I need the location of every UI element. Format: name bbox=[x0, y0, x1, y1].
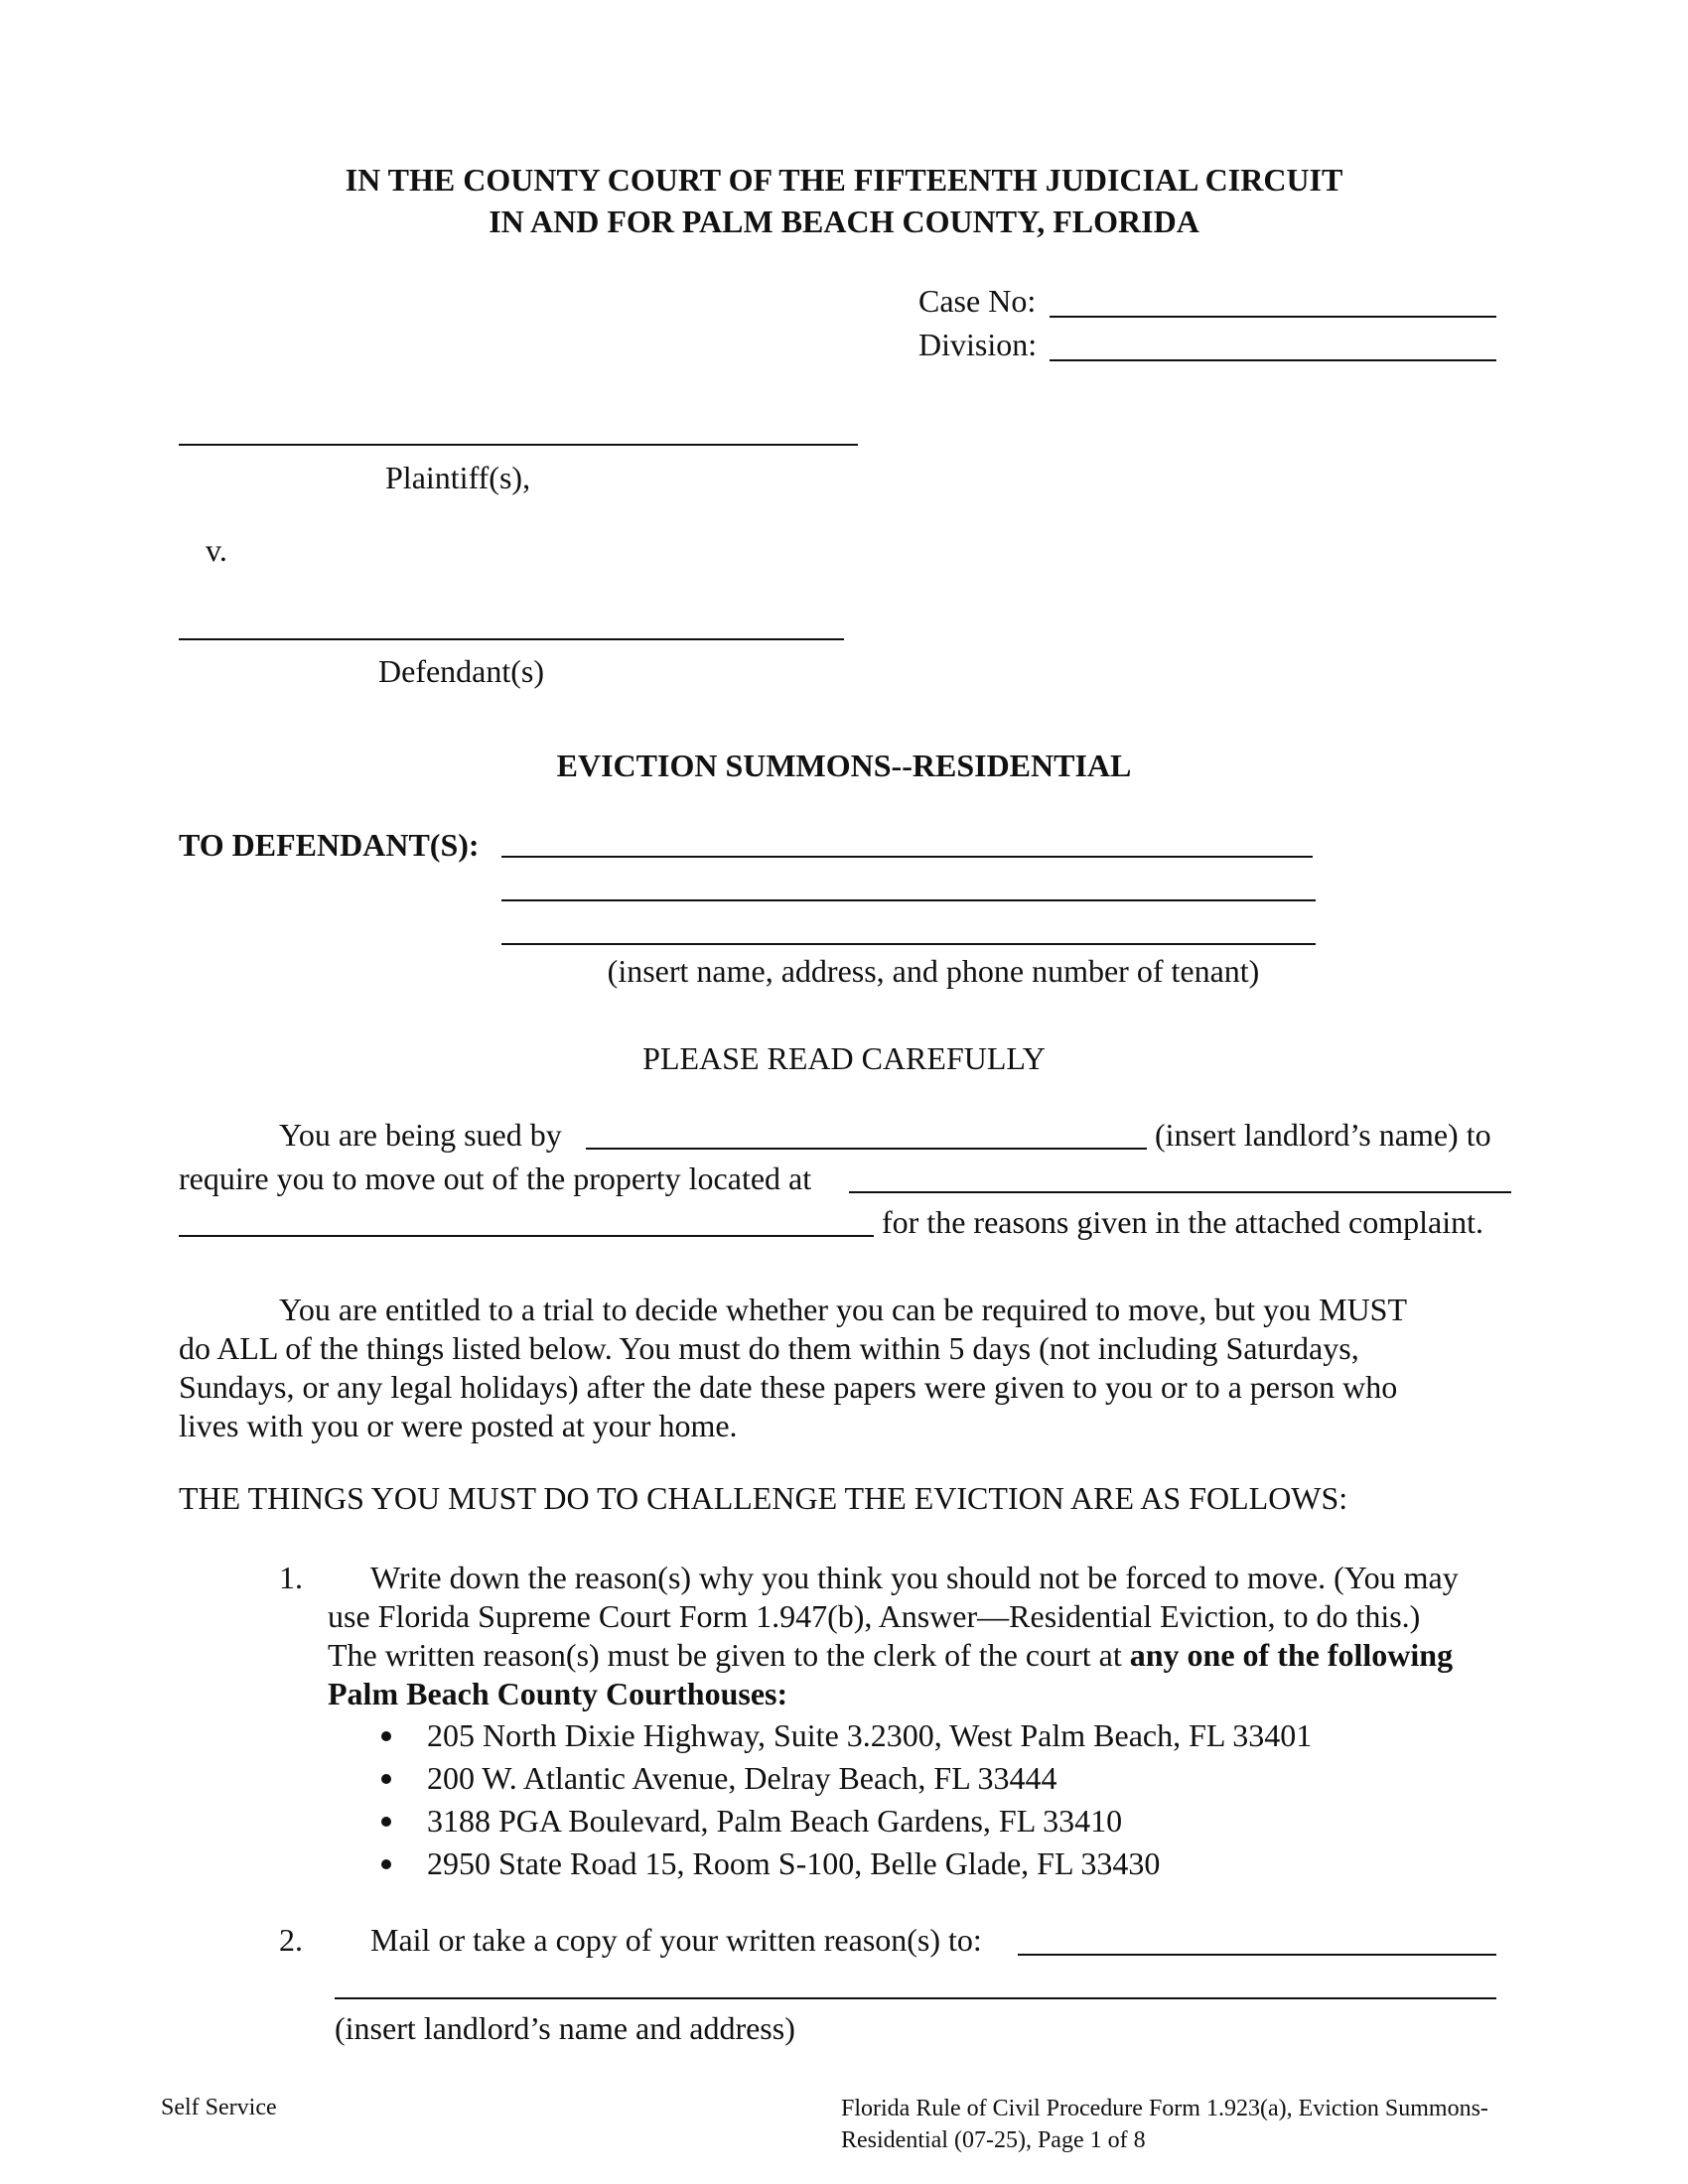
landlord-name-field[interactable] bbox=[586, 1148, 1147, 1150]
item-1-line-3 bbox=[328, 1636, 1453, 1674]
defendant-field[interactable] bbox=[179, 638, 844, 640]
item-1-line-3-bold: any one of the following bbox=[1129, 1637, 1454, 1673]
bullet-icon bbox=[381, 1817, 391, 1827]
plaintiff-label: Plaintiff(s), bbox=[385, 460, 531, 495]
courthouse-3: 3188 PGA Boulevard, Palm Beach Gardens, FL 33410 bbox=[427, 1803, 1123, 1839]
entitled-line-2: do ALL of the things listed below. You must do them within 5 days (not including Saturdays, bbox=[179, 1330, 1359, 1366]
footer-left: Self Service bbox=[161, 2095, 277, 2120]
case-no-field[interactable] bbox=[1050, 316, 1496, 318]
court-header-line2: IN AND FOR PALM BEACH COUNTY, FLORIDA bbox=[489, 204, 1199, 239]
things-heading: THE THINGS YOU MUST DO TO CHALLENGE THE EVICTION ARE AS FOLLOWS: bbox=[179, 1480, 1348, 1516]
division-field[interactable] bbox=[1050, 359, 1496, 361]
tenant-info-field-1[interactable] bbox=[501, 856, 1313, 858]
footer-right-line-2: Residential (07-25), Page 1 of 8 bbox=[841, 2127, 1146, 2153]
division-label: Division: bbox=[918, 327, 1038, 362]
property-address-field-1[interactable] bbox=[849, 1191, 1511, 1193]
defendant-label: Defendant(s) bbox=[378, 653, 545, 689]
item-1-line-1: Write down the reason(s) why you think you should not be forced to move. (You may bbox=[370, 1560, 1459, 1595]
case-no-label: Case No: bbox=[918, 283, 1037, 319]
entitled-line-3: Sundays, or any legal holidays) after the date these papers were given to you or to a person who bbox=[179, 1369, 1398, 1405]
entitled-line-4: lives with you or were posted at your home. bbox=[179, 1408, 738, 1443]
tenant-info-field-3[interactable] bbox=[501, 943, 1316, 945]
tenant-info-field-2[interactable] bbox=[501, 899, 1316, 901]
plaintiff-field[interactable] bbox=[179, 444, 858, 446]
footer-right-line-1: Florida Rule of Civil Procedure Form 1.923(a), Eviction Summons- bbox=[841, 2096, 1488, 2121]
sued-by-text: You are being sued by bbox=[279, 1117, 562, 1153]
property-located-text: require you to move out of the property located at bbox=[179, 1160, 812, 1196]
landlord-address-instruction: (insert landlord’s name and address) bbox=[335, 2010, 795, 2046]
to-defendant-label: TO DEFENDANT(S): bbox=[179, 827, 480, 863]
landlord-address-field-1[interactable] bbox=[1018, 1954, 1496, 1956]
bullet-icon bbox=[381, 1774, 391, 1784]
bullet-icon bbox=[381, 1859, 391, 1869]
entitled-line-1: You are entitled to a trial to decide whether you can be required to move, but you MUST bbox=[279, 1292, 1408, 1327]
courthouse-4: 2950 State Road 15, Room S-100, Belle Glade, FL 33430 bbox=[427, 1845, 1161, 1881]
item-1-number: 1. bbox=[279, 1560, 303, 1595]
versus-label: v. bbox=[206, 532, 227, 568]
item-2-text: Mail or take a copy of your written reason(s) to: bbox=[370, 1922, 982, 1958]
property-address-field-2[interactable] bbox=[179, 1235, 874, 1237]
courthouse-2: 200 W. Atlantic Avenue, Delray Beach, FL 33444 bbox=[427, 1760, 1057, 1796]
tenant-info-instruction: (insert name, address, and phone number of tenant) bbox=[607, 953, 1260, 989]
document-title: EVICTION SUMMONS--RESIDENTIAL bbox=[556, 748, 1132, 783]
item-1-line-3-plain: The written reason(s) must be given to the clerk of the court at bbox=[328, 1637, 1130, 1673]
landlord-name-instruction: (insert landlord’s name) to bbox=[1155, 1117, 1491, 1153]
please-read-heading: PLEASE READ CAREFULLY bbox=[642, 1040, 1046, 1076]
courthouse-1: 205 North Dixie Highway, Suite 3.2300, West Palm Beach, FL 33401 bbox=[427, 1717, 1313, 1753]
court-header-line1: IN THE COUNTY COURT OF THE FIFTEENTH JUDICIAL CIRCUIT bbox=[345, 162, 1343, 198]
item-1-line-2: use Florida Supreme Court Form 1.947(b), Answer—Residential Eviction, to do this.) bbox=[328, 1598, 1421, 1634]
bullet-icon bbox=[381, 1731, 391, 1741]
item-1-line-4: Palm Beach County Courthouses: bbox=[328, 1676, 788, 1711]
item-2-number: 2. bbox=[279, 1922, 303, 1958]
landlord-address-field-2[interactable] bbox=[335, 1997, 1496, 1999]
reasons-text: for the reasons given in the attached complaint. bbox=[882, 1204, 1484, 1240]
